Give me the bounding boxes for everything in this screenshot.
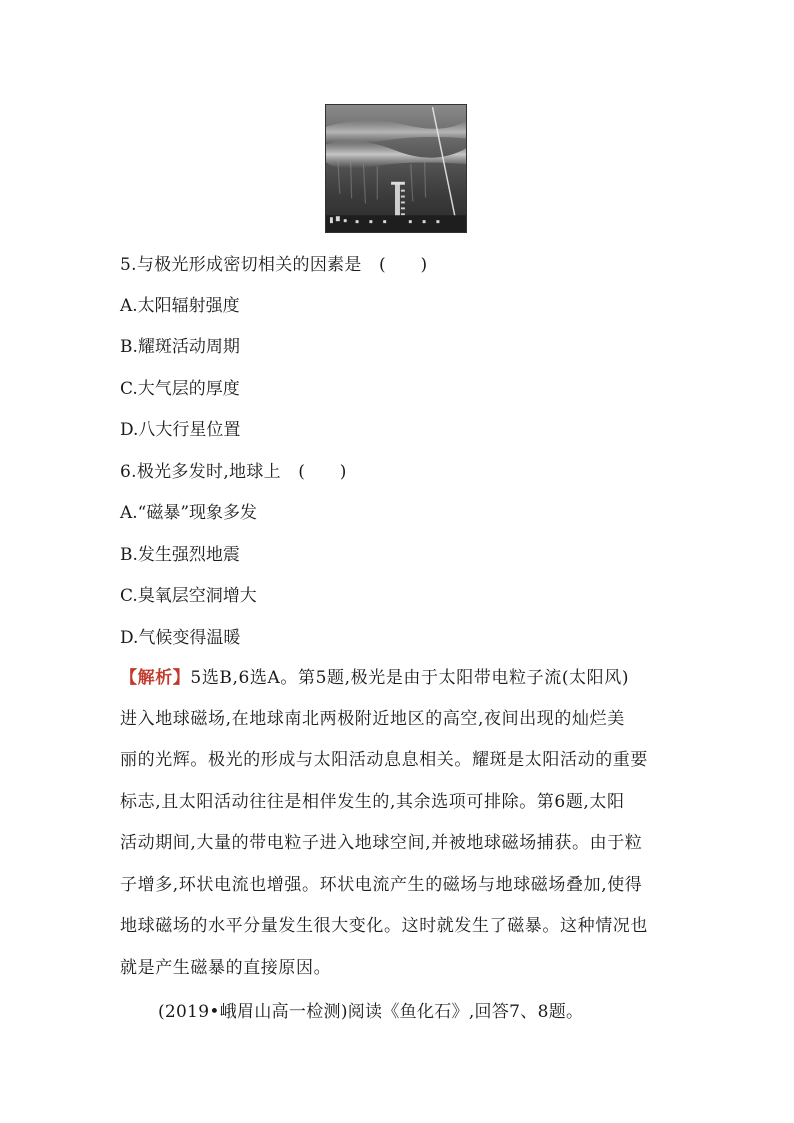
question-5-stem: 5.与极光形成密切相关的因素是 ( )	[120, 255, 428, 275]
analysis-line-7: 地球磁场的水平分量发生很大变化。这时就发生了磁暴。这种情况也	[120, 916, 648, 936]
question-5-option-b: B.耀斑活动周期	[120, 337, 240, 357]
question-6-option-a: A.“磁暴”现象多发	[120, 503, 258, 523]
aurora-photo	[325, 104, 467, 233]
analysis-line-6: 子增多,环状电流也增强。环状电流产生的磁场与地球磁场叠加,使得	[120, 875, 643, 895]
analysis-line-4: 标志,且太阳活动往往是相伴发生的,其余选项可排除。第6题,太阳	[120, 792, 625, 812]
analysis-text: 5选B,6选A。第5题,极光是由于太阳带电粒子流(太阳风)	[190, 668, 630, 688]
analysis-line-1	[120, 668, 629, 688]
analysis-tag: 【解析】	[120, 668, 191, 688]
analysis-line-8: 就是产生磁暴的直接原因。	[120, 958, 332, 978]
question-5-option-c: C.大气层的厚度	[120, 379, 240, 399]
question-5-option-d: D.八大行星位置	[120, 420, 241, 440]
analysis-line-2: 进入地球磁场,在地球南北两极附近地区的高空,夜间出现的灿烂美	[120, 709, 625, 729]
question-6-stem: 6.极光多发时,地球上 ( )	[120, 462, 347, 482]
source-instruction: (2019•峨眉山高一检测)阅读《鱼化石》,回答7、8题。	[158, 1002, 584, 1022]
question-6-option-d: D.气候变得温暖	[120, 628, 241, 648]
analysis-line-5: 活动期间,大量的带电粒子进入地球空间,并被地球磁场捕获。由于粒	[120, 833, 643, 853]
aurora-photo-graphic	[326, 105, 466, 232]
question-6-option-c: C.臭氧层空洞增大	[120, 586, 257, 606]
analysis-line-3: 丽的光辉。极光的形成与太阳活动息息相关。耀斑是太阳活动的重要	[120, 750, 648, 770]
question-6-option-b: B.发生强烈地震	[120, 545, 240, 565]
question-5-option-a: A.太阳辐射强度	[120, 296, 240, 316]
